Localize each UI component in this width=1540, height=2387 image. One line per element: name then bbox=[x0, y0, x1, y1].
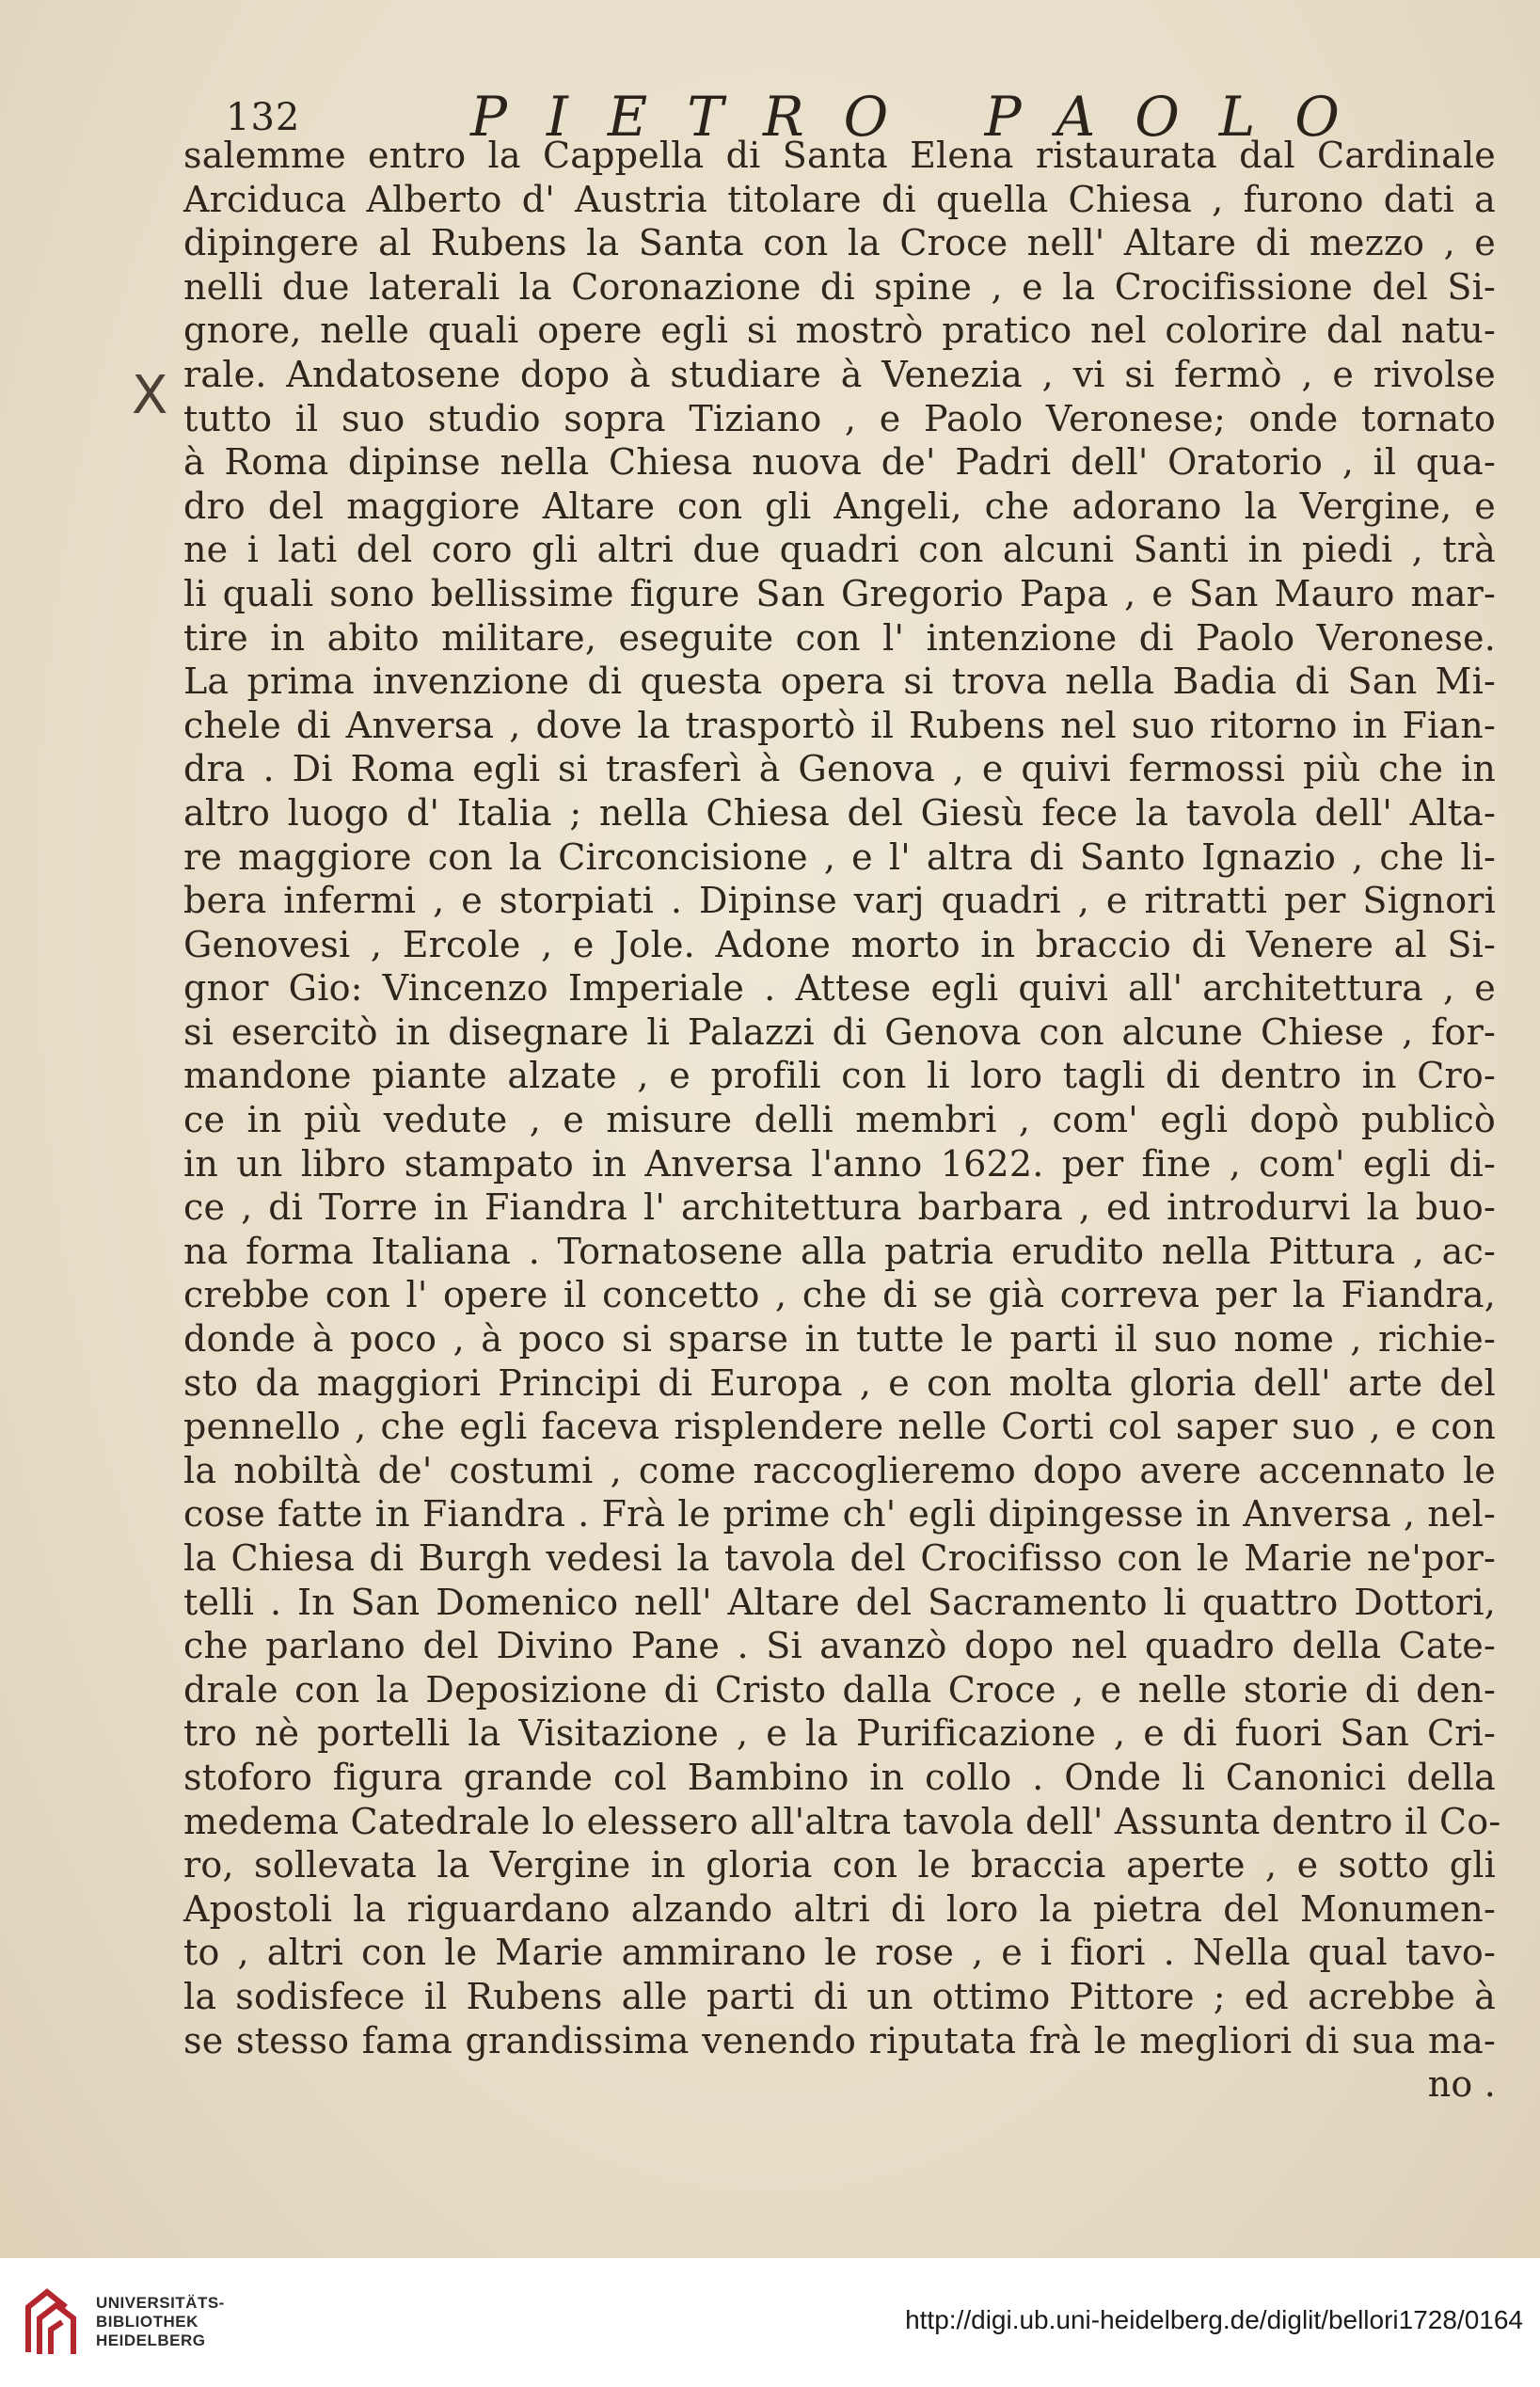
footer-bar bbox=[0, 2258, 1540, 2387]
text-line: Arciduca Alberto d' Austria titolare di quella Chiesa , furono dati a bbox=[183, 178, 1496, 220]
text-line: tire in abito militare, eseguite con l' intenzione di Paolo Veronese. bbox=[183, 616, 1496, 659]
text-line: gnor Gio: Vincenzo Imperiale . Attese egli quivi all' architettura , e bbox=[183, 967, 1496, 1010]
text-line: la nobiltà de' costumi , come raccoglieremo dopo avere accennato le bbox=[183, 1449, 1496, 1491]
text-line: ce , di Torre in Fiandra l' architettura barbara , ed introdurvi la buo- bbox=[183, 1186, 1496, 1229]
text-line: Apostoli la riguardano alzando altri di loro la pietra del Monumen- bbox=[183, 1887, 1496, 1930]
text-line: cose fatte in Fiandra . Frà le prime ch' egli dipingesse in Anversa , nel- bbox=[183, 1493, 1496, 1536]
text-line: dipingere al Rubens la Santa con la Croce nell' Altare di mezzo , e bbox=[183, 222, 1496, 264]
text-line: à Roma dipinse nella Chiesa nuova de' Padri dell' Oratorio , il qua- bbox=[183, 441, 1496, 484]
text-line: stoforo figura grande col Bambino in collo . Onde li Canonici della bbox=[183, 1756, 1496, 1798]
text-line: dra . Di Roma egli si trasferì à Genova , e quivi fermossi più che in bbox=[183, 748, 1496, 790]
text-line: li quali sono bellissime figure San Gregorio Papa , e San Mauro mar- bbox=[183, 572, 1496, 614]
text-line: La prima invenzione di questa opera si trova nella Badia di San Mi- bbox=[183, 660, 1496, 703]
text-line: medema Catedrale lo elessero all'altra tavola dell' Assunta dentro il Co- bbox=[183, 1800, 1501, 1842]
text-line: donde à poco , à poco si sparse in tutte le parti il suo nome , richie- bbox=[183, 1318, 1496, 1361]
text-line: tro nè portelli la Visitazione , e la Purificazione , e di fuori San Cri- bbox=[183, 1712, 1496, 1755]
text-line: gnore, nelle quali opere egli si mostrò pratico nel colorire dal natu- bbox=[183, 310, 1496, 352]
text-line: bera infermi , e storpiati . Dipinse varj quadri , e ritratti per Signori bbox=[183, 880, 1496, 922]
text-line: se stesso fama grandissima venendo riputata frà le megliori di sua ma- bbox=[183, 2019, 1496, 2061]
library-logo-icon bbox=[19, 2286, 85, 2362]
logo-line: BIBLIOTHEK bbox=[96, 2313, 198, 2331]
page-number: 132 bbox=[226, 96, 301, 139]
logo-line: UNIVERSITÄTS- bbox=[96, 2294, 225, 2312]
library-logo[interactable] bbox=[19, 2286, 301, 2362]
text-line: salemme entro la Cappella di Santa Elena ristaurata dal Cardinale bbox=[183, 135, 1496, 176]
text-line: la Chiesa di Burgh vedesi la tavola del Crocifisso con le Marie ne'por- bbox=[183, 1537, 1496, 1579]
text-line: la sodisfece il Rubens alle parti di un ottimo Pittore ; ed acrebbe à bbox=[183, 1975, 1496, 2017]
text-line: crebbe con l' opere il concetto , che di se già correva per la Fiandra, bbox=[183, 1274, 1496, 1316]
text-line: dro del maggiore Altare con gli Angeli, che adorano la Vergine, e bbox=[183, 485, 1496, 527]
text-line: che parlano del Divino Pane . Si avanzò dopo nel quadro della Cate- bbox=[183, 1625, 1496, 1667]
text-line: telli . In San Domenico nell' Altare del Sacramento li quattro Dottori, bbox=[183, 1581, 1496, 1623]
text-line: na forma Italiana . Tornatosene alla patria erudito nella Pittura , ac- bbox=[183, 1230, 1496, 1272]
running-title: PIETRO PAOLO bbox=[470, 85, 1379, 149]
text-line: drale con la Deposizione di Cristo dalla Croce , e nelle storie di den- bbox=[183, 1668, 1496, 1711]
source-url-link[interactable]: http://digi.ub.uni-heidelberg.de/diglit/bellori1728/0164 bbox=[905, 2305, 1523, 2334]
text-line: mandone piante alzate , e profili con li loro tagli di dentro in Cro- bbox=[183, 1055, 1496, 1097]
text-line: tutto il suo studio sopra Tiziano , e Paolo Veronese; onde tornato bbox=[183, 397, 1496, 439]
text-line: altro luogo d' Italia ; nella Chiesa del Giesù fece la tavola dell' Alta- bbox=[183, 791, 1496, 834]
text-line: ro, sollevata la Vergine in gloria con le braccia aperte , e sotto gli bbox=[183, 1844, 1496, 1886]
text-line: chele di Anversa , dove la trasportò il Rubens nel suo ritorno in Fian- bbox=[183, 704, 1496, 746]
text-line: rale. Andatosene dopo à studiare à Venezia , vi si fermò , e rivolse bbox=[183, 353, 1496, 395]
text-line: ce in più vedute , e misure delli membri , com' egli dopò publicò bbox=[183, 1099, 1496, 1141]
text-line: si esercitò in disegnare li Palazzi di Genova con alcune Chiese , for- bbox=[183, 1010, 1496, 1053]
body-text bbox=[183, 134, 1501, 2107]
text-line: ne i lati del coro gli altri due quadri con alcuni Santi in piedi , trà bbox=[183, 529, 1496, 571]
text-line: Genovesi , Ercole , e Jole. Adone morto in braccio di Venere al Si- bbox=[183, 923, 1496, 965]
text-line: in un libro stampato in Anversa l'anno 1622. per fine , com' egli di- bbox=[183, 1142, 1496, 1185]
text-line: pennello , che egli faceva risplendere nelle Corti col saper suo , e con bbox=[183, 1406, 1496, 1448]
library-logo-text bbox=[96, 2294, 225, 2350]
text-line: re maggiore con la Circoncisione , e l' altra di Santo Ignazio , che li- bbox=[183, 835, 1496, 878]
text-line: nelli due laterali la Coronazione di spine , e la Crocifissione del Si- bbox=[183, 265, 1496, 308]
text-line: to , altri con le Marie ammirano le rose , e i fiori . Nella qual tavo- bbox=[183, 1932, 1496, 1974]
text-line: no . bbox=[1427, 2063, 1496, 2106]
text-line: sto da maggiori Principi di Europa , e con molta gloria dell' arte del bbox=[183, 1361, 1496, 1404]
logo-line: HEIDELBERG bbox=[96, 2331, 206, 2349]
margin-note: X bbox=[132, 365, 168, 426]
